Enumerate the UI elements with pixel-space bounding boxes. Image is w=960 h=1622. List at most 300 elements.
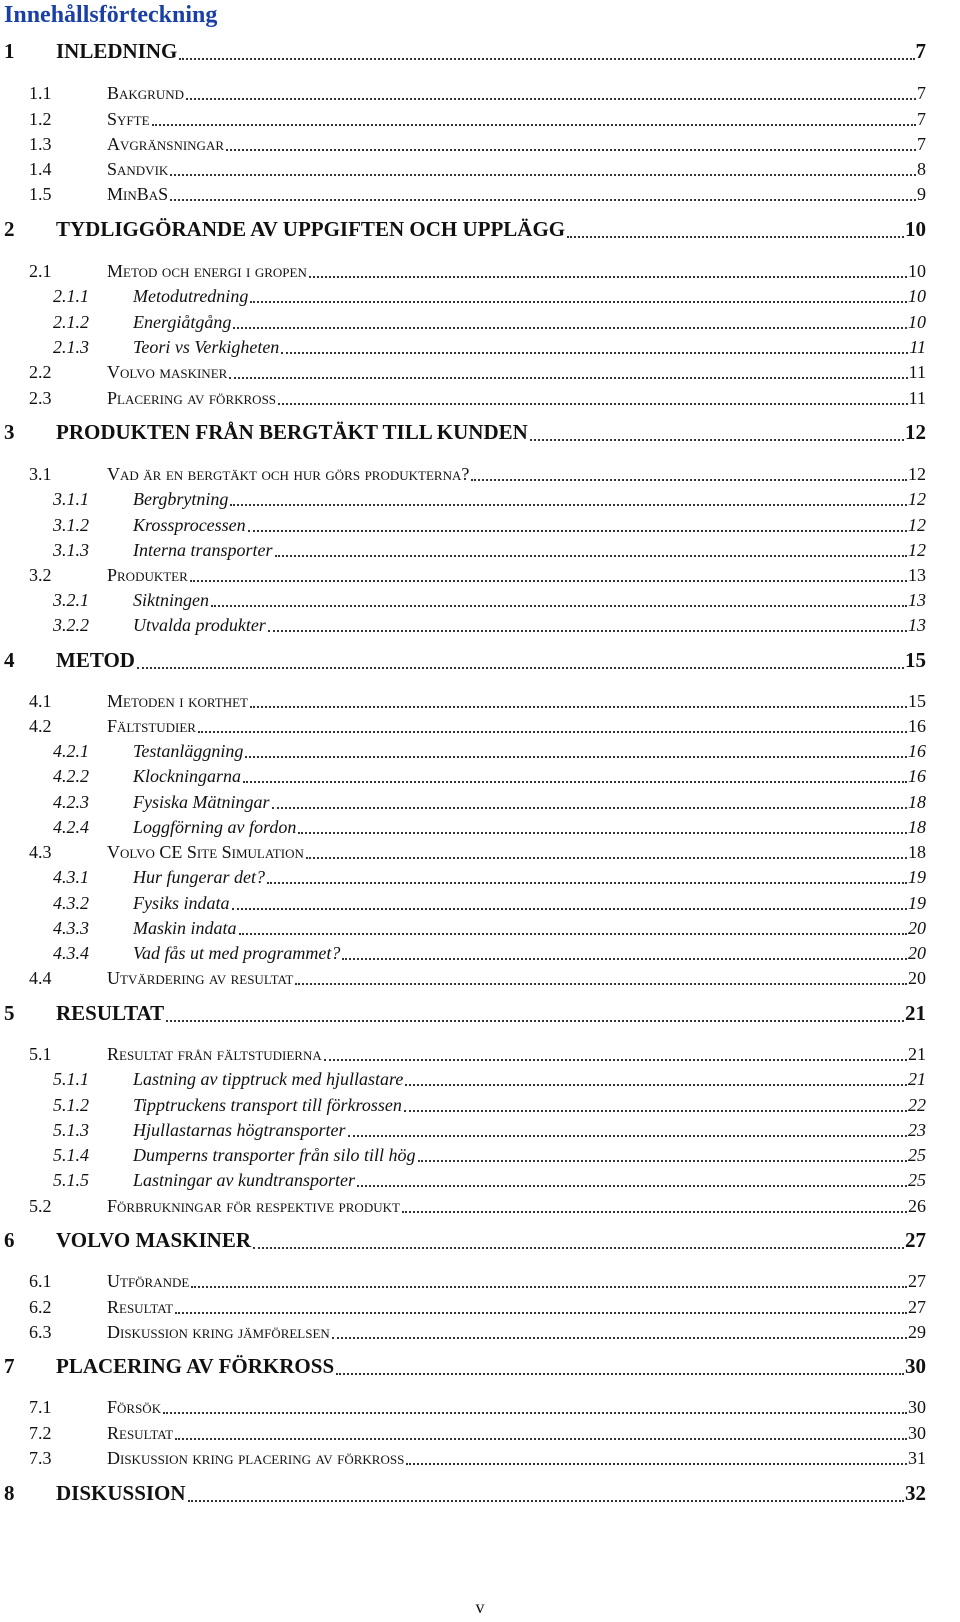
toc-dot-leader <box>272 807 908 809</box>
toc-entry-number: 5.1.4 <box>53 1145 89 1165</box>
toc-entry-line <box>107 1397 926 1418</box>
toc-entry-title[interactable]: Försök <box>107 1397 162 1417</box>
toc-dot-leader <box>530 439 904 441</box>
toc-entry[interactable] <box>0 814 960 840</box>
toc-entry-number: 7.2 <box>29 1423 52 1443</box>
toc-entry-title[interactable]: Dumperns transporter från silo till hög <box>133 1145 416 1165</box>
toc-entry[interactable] <box>0 789 960 815</box>
toc-dot-leader <box>250 301 907 303</box>
toc-dot-leader <box>268 630 907 632</box>
toc-entry-number: 2.1.2 <box>53 312 89 332</box>
toc-entry-line <box>56 1001 926 1026</box>
toc-dot-leader <box>332 1337 907 1339</box>
toc-dot-leader <box>152 124 916 126</box>
toc-entry-line <box>133 286 926 307</box>
toc-entry-page: 11 <box>909 337 926 357</box>
toc-entry-number: 5.2 <box>29 1196 52 1216</box>
toc-dot-leader <box>281 352 908 354</box>
toc-entry[interactable] <box>0 649 960 675</box>
toc-entry[interactable] <box>0 1142 960 1168</box>
toc-entry[interactable] <box>0 839 960 865</box>
toc-entry[interactable] <box>0 1420 960 1446</box>
toc-entry-number: 2.1.3 <box>53 337 89 357</box>
toc-entry-title[interactable]: RESULTAT <box>56 1001 165 1025</box>
toc-entry-line <box>133 1170 926 1191</box>
toc-dot-leader <box>342 958 907 960</box>
toc-entry-number: 1.3 <box>29 134 52 154</box>
toc-entry-page: 7 <box>917 83 926 103</box>
toc-entry-title[interactable]: MinBaS <box>107 184 169 204</box>
toc-entry-line <box>133 590 926 611</box>
toc-entry[interactable] <box>0 385 960 411</box>
toc-entry[interactable] <box>0 80 960 106</box>
toc-entry-title[interactable]: Bakgrund <box>107 83 185 103</box>
toc-entry-number: 6 <box>4 1228 15 1252</box>
toc-entry-title[interactable]: Teori vs Verkigheten <box>133 337 280 357</box>
toc-entry-page: 21 <box>905 1001 926 1025</box>
toc-entry-title[interactable]: Fysiks indata <box>133 893 230 913</box>
toc-dot-leader <box>239 933 908 935</box>
toc-entry[interactable] <box>0 486 960 512</box>
toc-entry[interactable] <box>0 915 960 941</box>
toc-entry-title[interactable]: Lastning av tipptruck med hjullastare <box>133 1069 404 1089</box>
toc-entry-page: 15 <box>908 691 926 711</box>
toc-dot-leader <box>245 756 907 758</box>
toc-dot-leader <box>298 832 907 834</box>
toc-entry-number: 3.2 <box>29 565 52 585</box>
toc-entry[interactable] <box>0 1319 960 1345</box>
toc-entry-page: 31 <box>908 1448 926 1468</box>
toc-entry-line <box>133 1095 926 1116</box>
toc-entry-number: 7.1 <box>29 1397 52 1417</box>
toc-dot-leader <box>418 1160 907 1162</box>
footer-page-number: v <box>475 1597 485 1617</box>
toc-entry-number: 4.2.2 <box>53 766 89 786</box>
toc-entry-title[interactable]: Placering av förkross <box>107 388 277 408</box>
toc-entry-number: 2 <box>4 217 15 241</box>
toc-entry-page: 11 <box>908 362 926 382</box>
toc-entry-number: 3.1.3 <box>53 540 89 560</box>
toc-dot-leader <box>278 403 908 405</box>
toc-dot-leader <box>137 667 904 669</box>
toc-entry-number: 4.2.4 <box>53 817 89 837</box>
toc-entry-line <box>107 261 926 282</box>
toc-entry-page: 12 <box>908 464 926 484</box>
toc-dot-leader <box>324 1059 907 1061</box>
toc-entry-title[interactable]: Diskussion kring jämförelsen <box>107 1322 330 1342</box>
toc-entry[interactable] <box>0 1117 960 1143</box>
toc-entry-line <box>133 893 926 914</box>
toc-entry-title[interactable]: Metodutredning <box>133 286 249 306</box>
toc-entry-page: 16 <box>908 716 926 736</box>
toc-dot-leader <box>226 149 916 151</box>
toc-entry-title[interactable]: PLACERING AV FÖRKROSS <box>56 1354 335 1378</box>
toc-entry-line <box>56 1481 926 1506</box>
toc-entry-title[interactable]: Testanläggning <box>133 741 244 761</box>
toc-entry-line <box>107 388 926 409</box>
toc-heading: Innehållsförteckning <box>4 2 218 28</box>
toc-entry-number: 3.1.2 <box>53 515 89 535</box>
toc-entry-page: 18 <box>908 792 926 812</box>
toc-entry-line <box>133 489 926 510</box>
toc-entry-page: 10 <box>908 312 926 332</box>
toc-entry-number: 3.1 <box>29 464 52 484</box>
toc-entry-number: 1.4 <box>29 159 52 179</box>
toc-dot-leader <box>166 1020 904 1022</box>
toc-entry-page: 7 <box>915 39 926 63</box>
toc-entry-number: 5.1 <box>29 1044 52 1064</box>
toc-entry-line <box>107 1196 926 1217</box>
toc-entry-title[interactable]: Lastningar av kundtransporter <box>133 1170 356 1190</box>
toc-entry-title[interactable]: INLEDNING <box>56 39 178 63</box>
toc-dot-leader <box>188 1500 904 1502</box>
toc-entry-page: 13 <box>908 565 926 585</box>
toc-entry-page: 30 <box>908 1423 926 1443</box>
toc-entry-title[interactable]: Krossprocessen <box>133 515 246 535</box>
toc-entry-page: 21 <box>908 1044 926 1064</box>
toc-entry-line <box>133 943 926 964</box>
toc-entry-number: 4.2.3 <box>53 792 89 812</box>
toc-entry-title[interactable]: VOLVO MASKINER <box>56 1228 251 1252</box>
toc-entry-line <box>107 362 926 383</box>
toc-entry-number: 2.1 <box>29 261 52 281</box>
toc-entry-number: 6.3 <box>29 1322 52 1342</box>
toc-entry-line <box>133 766 926 787</box>
toc-entry-page: 13 <box>908 615 926 635</box>
toc-entry[interactable] <box>0 562 960 588</box>
toc-entry[interactable] <box>0 940 960 966</box>
toc-entry-title[interactable]: Volvo maskiner <box>107 362 228 382</box>
toc-entry-page: 29 <box>908 1322 926 1342</box>
toc-entry-line <box>107 842 926 863</box>
toc-entry-line <box>56 1228 926 1253</box>
toc-entry[interactable] <box>0 965 960 991</box>
toc-entry-page: 7 <box>917 134 926 154</box>
toc-entry-line <box>133 1069 926 1090</box>
toc-dot-leader <box>404 1110 907 1112</box>
toc-entry-line <box>56 420 926 445</box>
toc-entry[interactable] <box>0 1394 960 1420</box>
toc-entry-page: 25 <box>908 1170 926 1190</box>
toc-dot-leader <box>357 1185 907 1187</box>
toc-entry-line <box>133 741 926 762</box>
toc-entry-title[interactable]: Tipptruckens transport till förkrossen <box>133 1095 402 1115</box>
toc-entry[interactable] <box>0 181 960 207</box>
toc-entry[interactable] <box>0 106 960 132</box>
toc-entry-line <box>107 968 926 989</box>
toc-entry-line <box>133 918 926 939</box>
toc-entry-page: 10 <box>908 286 926 306</box>
toc-dot-leader <box>567 236 904 238</box>
toc-entry-title[interactable]: Fältstudier <box>107 716 196 736</box>
toc-entry-line <box>133 312 926 333</box>
toc-entry-title[interactable]: Vad är en bergtäkt och hur görs produkterna? <box>107 464 470 484</box>
toc-entry-line <box>133 515 926 536</box>
toc-entry-page: 27 <box>908 1297 926 1317</box>
toc-entry-title[interactable]: DISKUSSION <box>56 1481 186 1505</box>
toc-entry[interactable] <box>0 1002 960 1028</box>
toc-entry-title[interactable]: TYDLIGGÖRANDE AV UPPGIFTEN OCH UPPLÄGG <box>56 217 566 241</box>
toc-dot-leader <box>175 1438 907 1440</box>
toc-entry[interactable] <box>0 156 960 182</box>
toc-entry-line <box>107 1423 926 1444</box>
toc-entry-title[interactable]: Loggförning av fordon <box>133 817 297 837</box>
toc-entry[interactable] <box>0 1355 960 1381</box>
toc-entry-number: 4.3.1 <box>53 867 89 887</box>
toc-entry-page: 21 <box>908 1069 926 1089</box>
toc-dot-leader <box>179 58 914 60</box>
toc-entry[interactable] <box>0 461 960 487</box>
toc-entry-line <box>107 565 926 586</box>
toc-entry-title[interactable]: Utvalda produkter <box>133 615 266 635</box>
toc-entry-line <box>107 1322 926 1343</box>
toc-entry-number: 2.2 <box>29 362 52 382</box>
toc-entry[interactable] <box>0 421 960 447</box>
toc-entry-title[interactable]: PRODUKTEN FRÅN BERGTÄKT TILL KUNDEN <box>56 420 528 444</box>
toc-entry-title[interactable]: Resultat <box>107 1423 174 1443</box>
toc-dot-leader <box>233 327 907 329</box>
toc-entry-title[interactable]: Metoden i korthet <box>107 691 248 711</box>
toc-entry-title[interactable]: Utvärdering av resultat <box>107 968 294 988</box>
toc-entry-number: 2.1.1 <box>53 286 89 306</box>
toc-entry-page: 32 <box>905 1481 926 1505</box>
toc-entry-number: 4 <box>4 648 15 672</box>
toc-entry[interactable] <box>0 612 960 638</box>
toc-entry[interactable] <box>0 218 960 244</box>
toc-entry-number: 4.1 <box>29 691 52 711</box>
toc-entry-number: 4.2 <box>29 716 52 736</box>
toc-entry-number: 3.2.1 <box>53 590 89 610</box>
toc-dot-leader <box>348 1135 907 1137</box>
toc-entry-line <box>107 1044 926 1065</box>
toc-dot-leader <box>170 199 916 201</box>
toc-dot-leader <box>191 1286 907 1288</box>
toc-entry-title[interactable]: Metod och energi i gropen <box>107 261 307 281</box>
toc-dot-leader <box>211 605 907 607</box>
toc-entry-line <box>133 867 926 888</box>
toc-entry-line <box>107 1448 926 1469</box>
toc-dot-leader <box>243 781 907 783</box>
toc-entry-number: 4.2.1 <box>53 741 89 761</box>
toc-entry-title[interactable]: Interna transporter <box>133 540 273 560</box>
toc-entry-line <box>107 184 926 205</box>
toc-entry-page: 18 <box>908 842 926 862</box>
toc-entry-line <box>107 1297 926 1318</box>
toc-entry-title[interactable]: Syfte <box>107 109 150 129</box>
toc-entry[interactable] <box>0 1092 960 1118</box>
toc-entry-line <box>133 792 926 813</box>
toc-entry-page: 19 <box>908 893 926 913</box>
toc-dot-leader <box>295 983 907 985</box>
toc-entry-title[interactable]: Resultat från fältstudierna <box>107 1044 322 1064</box>
toc-dot-leader <box>230 504 907 506</box>
toc-dot-leader <box>402 1211 907 1213</box>
toc-dot-leader <box>186 98 916 100</box>
toc-entry-number: 5.1.2 <box>53 1095 89 1115</box>
toc-dot-leader <box>232 908 908 910</box>
toc-entry-page: 25 <box>908 1145 926 1165</box>
toc-entry-page: 20 <box>908 968 926 988</box>
toc-entry-title[interactable]: Klockningarna <box>133 766 241 786</box>
toc-entry[interactable] <box>0 738 960 764</box>
toc-dot-leader <box>306 857 907 859</box>
toc-entry[interactable] <box>0 1229 960 1255</box>
toc-dot-leader <box>275 555 908 557</box>
toc-entry-line <box>56 217 926 242</box>
toc-dot-leader <box>190 580 907 582</box>
toc-entry-page: 30 <box>908 1397 926 1417</box>
toc-entry-title[interactable]: Diskussion kring placering av förkross <box>107 1448 405 1468</box>
toc-dot-leader <box>229 377 907 379</box>
toc-entry-page: 7 <box>917 109 926 129</box>
toc-entry[interactable] <box>0 1066 960 1092</box>
toc-entry-page: 13 <box>908 590 926 610</box>
toc-entry-title[interactable]: Hjullastarnas högtransporter <box>133 1120 346 1140</box>
toc-entry-title[interactable]: Maskin indata <box>133 918 237 938</box>
toc-entry-line <box>133 817 926 838</box>
toc-entry-page: 20 <box>908 918 926 938</box>
toc-entry-number: 7.3 <box>29 1448 52 1468</box>
toc-entry-page: 20 <box>908 943 926 963</box>
toc-entry[interactable] <box>0 334 960 360</box>
toc-entry-line <box>133 615 926 636</box>
toc-entry-number: 4.3.4 <box>53 943 89 963</box>
toc-dot-leader <box>248 530 907 532</box>
toc-entry-title[interactable]: Produkter <box>107 565 188 585</box>
toc-entry-page: 16 <box>908 741 926 761</box>
toc-entry[interactable] <box>0 1167 960 1193</box>
toc-entry-line <box>56 648 926 673</box>
toc-entry-number: 3 <box>4 420 15 444</box>
toc-dot-leader <box>471 479 907 481</box>
toc-entry[interactable] <box>0 1482 960 1508</box>
toc-entry[interactable] <box>0 283 960 309</box>
toc-entry-line <box>133 540 926 561</box>
toc-entry-number: 7 <box>4 1354 15 1378</box>
toc-entry[interactable] <box>0 587 960 613</box>
toc-entry-line <box>107 464 926 485</box>
toc-dot-leader <box>175 1312 907 1314</box>
toc-dot-leader <box>198 731 907 733</box>
toc-entry[interactable] <box>0 258 960 284</box>
toc-entry[interactable] <box>0 1041 960 1067</box>
toc-entry-number: 5.1.3 <box>53 1120 89 1140</box>
toc-entry-title[interactable]: Sandvik <box>107 159 169 179</box>
toc-entry-number: 2.3 <box>29 388 52 408</box>
toc-entry-page: 12 <box>908 515 926 535</box>
toc-entry-line <box>133 1120 926 1141</box>
toc-entry-number: 1.1 <box>29 83 52 103</box>
toc-entry-page: 10 <box>908 261 926 281</box>
toc-entry-title[interactable]: Energiåtgång <box>133 312 232 332</box>
toc-entry-number: 4.3.3 <box>53 918 89 938</box>
toc-dot-leader <box>406 1463 907 1465</box>
toc-dot-leader <box>309 276 907 278</box>
toc-entry[interactable] <box>0 890 960 916</box>
toc-entry-page: 27 <box>905 1228 926 1252</box>
toc-entry[interactable] <box>0 1268 960 1294</box>
toc-entry-number: 5.1.5 <box>53 1170 89 1190</box>
toc-entry-title[interactable]: Bergbrytning <box>133 489 229 509</box>
toc-entry-page: 22 <box>908 1095 926 1115</box>
toc-entry[interactable] <box>0 537 960 563</box>
toc-entry-line <box>107 1271 926 1292</box>
toc-entry-page: 26 <box>908 1196 926 1216</box>
toc-entry-page: 12 <box>908 540 926 560</box>
toc-entry[interactable] <box>0 1193 960 1219</box>
toc-dot-leader <box>253 1247 904 1249</box>
toc-entry-line <box>107 716 926 737</box>
toc-entry-title[interactable]: Utförande <box>107 1271 190 1291</box>
toc-entry-line <box>133 1145 926 1166</box>
toc-entry-page: 30 <box>905 1354 926 1378</box>
toc-entry-number: 1.5 <box>29 184 52 204</box>
toc-entry-title[interactable]: Vad fås ut med programmet? <box>133 943 341 963</box>
toc-entry-title[interactable]: Resultat <box>107 1297 174 1317</box>
toc-entry[interactable] <box>0 359 960 385</box>
toc-dot-leader <box>267 882 907 884</box>
toc-entry-number: 3.1.1 <box>53 489 89 509</box>
toc-entry[interactable] <box>0 713 960 739</box>
toc-entry-line <box>56 39 926 64</box>
toc-entry-title[interactable]: METOD <box>56 648 135 672</box>
toc-entry-number: 4.3.2 <box>53 893 89 913</box>
toc-entry[interactable] <box>0 131 960 157</box>
toc-entry-number: 8 <box>4 1481 15 1505</box>
toc-entry-number: 1 <box>4 39 15 63</box>
toc-entry-title[interactable]: Volvo CE Site Simulation <box>107 842 304 862</box>
toc-entry[interactable] <box>0 512 960 538</box>
toc-entry-page: 23 <box>908 1120 926 1140</box>
toc-entry-number: 3.2.2 <box>53 615 89 635</box>
toc-entry-page: 15 <box>905 648 926 672</box>
toc-entry-title[interactable]: Siktningen <box>133 590 209 610</box>
toc-entry-line <box>107 83 926 104</box>
toc-entry-title[interactable]: Förbrukningar för respektive produkt <box>107 1196 400 1216</box>
toc-entry-line <box>133 337 926 358</box>
toc-dot-leader <box>170 174 916 176</box>
toc-entry-line <box>107 109 926 130</box>
toc-entry-title[interactable]: Hur fungerar det? <box>133 867 265 887</box>
toc-entry-number: 5 <box>4 1001 15 1025</box>
toc-entry-title[interactable]: Avgränsningar <box>107 134 225 154</box>
toc-entry-page: 11 <box>908 388 926 408</box>
toc-entry-title[interactable]: Fysiska Mätningar <box>133 792 270 812</box>
toc-entry[interactable] <box>0 40 960 66</box>
toc-entry[interactable] <box>0 1445 960 1471</box>
toc-entry-number: 4.4 <box>29 968 52 988</box>
toc-entry[interactable] <box>0 864 960 890</box>
toc-entry-page: 8 <box>917 159 926 179</box>
toc-entry[interactable] <box>0 1294 960 1320</box>
toc-entry-number: 4.3 <box>29 842 52 862</box>
toc-entry-line <box>107 159 926 180</box>
toc-entry-page: 12 <box>905 420 926 444</box>
toc-entry-number: 5.1.1 <box>53 1069 89 1089</box>
toc-entry-line <box>107 691 926 712</box>
toc-entry-page: 18 <box>908 817 926 837</box>
toc-entry-page: 12 <box>908 489 926 509</box>
toc-entry-line <box>107 134 926 155</box>
toc-entry[interactable] <box>0 309 960 335</box>
toc-entry[interactable] <box>0 688 960 714</box>
toc-entry-page: 10 <box>905 217 926 241</box>
toc-dot-leader <box>163 1412 907 1414</box>
toc-dot-leader <box>336 1373 904 1375</box>
toc-entry-line <box>56 1354 926 1379</box>
toc-entry[interactable] <box>0 763 960 789</box>
toc-entry-page: 19 <box>908 867 926 887</box>
